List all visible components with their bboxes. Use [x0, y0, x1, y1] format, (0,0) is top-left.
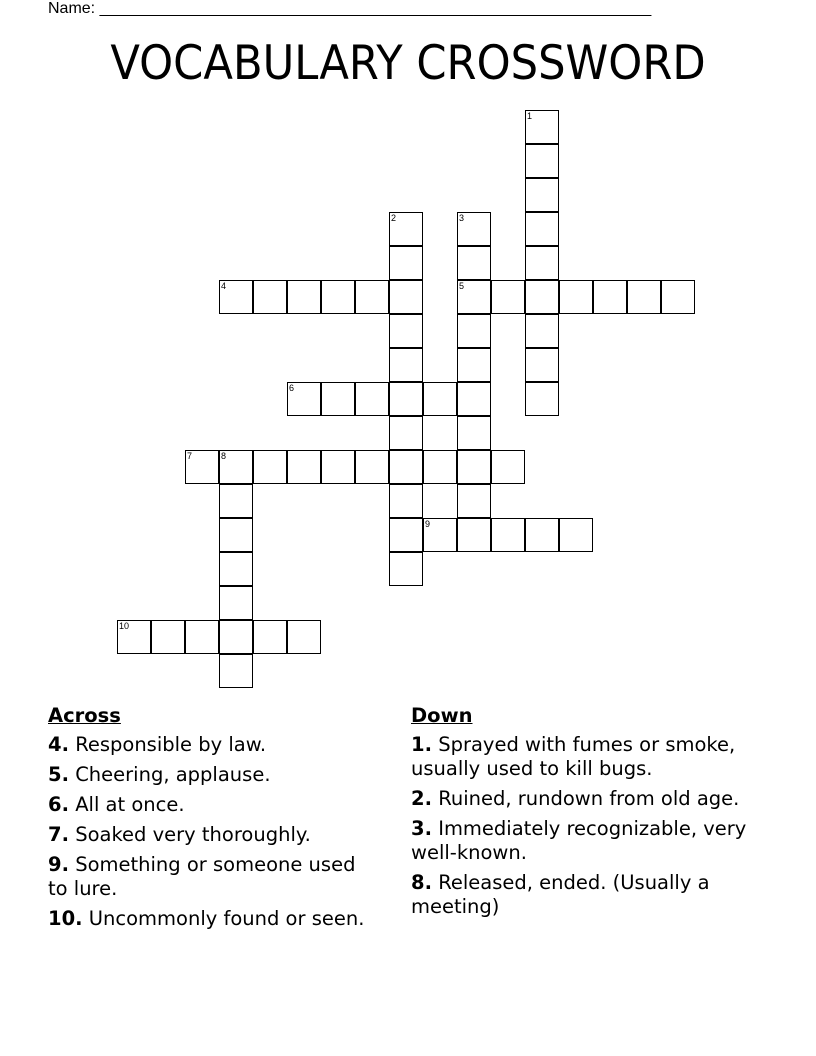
- across-clues: [48, 704, 378, 937]
- grid-cell[interactable]: [219, 484, 253, 518]
- clue-number-label: 6: [289, 383, 295, 393]
- clue-number-label: 3: [459, 213, 465, 223]
- grid-cell[interactable]: [219, 518, 253, 552]
- clue-number: 4.: [48, 733, 69, 756]
- grid-cell[interactable]: [457, 314, 491, 348]
- grid-cell[interactable]: [491, 518, 525, 552]
- clue-text: Sprayed with fumes or smoke, usually used to kill bugs.: [411, 733, 736, 780]
- grid-cell[interactable]: [491, 450, 525, 484]
- grid-cell[interactable]: [389, 484, 423, 518]
- grid-cell[interactable]: [117, 620, 151, 654]
- clue-text: All at once.: [75, 793, 185, 816]
- down-clue: [411, 787, 791, 811]
- grid-cell[interactable]: [525, 212, 559, 246]
- across-clue: [48, 793, 378, 817]
- grid-cell[interactable]: [355, 450, 389, 484]
- grid-cell[interactable]: [593, 280, 627, 314]
- grid-cell[interactable]: [321, 450, 355, 484]
- grid-cell[interactable]: [525, 518, 559, 552]
- grid-cell[interactable]: [389, 518, 423, 552]
- grid-cell[interactable]: [219, 654, 253, 688]
- clue-number: 2.: [411, 787, 432, 810]
- down-clue: [411, 733, 791, 781]
- grid-cell[interactable]: [287, 280, 321, 314]
- clue-number-label: 1: [527, 111, 533, 121]
- grid-cell[interactable]: [389, 348, 423, 382]
- grid-cell[interactable]: [389, 382, 423, 416]
- grid-cell[interactable]: [457, 450, 491, 484]
- grid-cell[interactable]: [559, 280, 593, 314]
- clue-number-label: 7: [187, 451, 193, 461]
- grid-cell[interactable]: [423, 518, 457, 552]
- clue-number: 10.: [48, 907, 83, 930]
- grid-cell[interactable]: [321, 280, 355, 314]
- grid-cell[interactable]: [525, 246, 559, 280]
- grid-cell[interactable]: [525, 280, 559, 314]
- grid-cell[interactable]: [525, 178, 559, 212]
- grid-cell[interactable]: [355, 280, 389, 314]
- grid-cell[interactable]: [559, 518, 593, 552]
- grid-cell[interactable]: [457, 212, 491, 246]
- clue-text: Responsible by law.: [75, 733, 267, 756]
- grid-cell[interactable]: [525, 382, 559, 416]
- clue-number: 7.: [48, 823, 69, 846]
- down-heading: Down: [411, 704, 473, 727]
- clue-text: Released, ended. (Usually a meeting): [411, 871, 710, 918]
- clue-number-label: 5: [459, 281, 465, 291]
- down-clues: [411, 704, 791, 925]
- down-clue: [411, 871, 791, 919]
- clue-number-label: 8: [221, 451, 227, 461]
- clue-number: 3.: [411, 817, 432, 840]
- clue-number-label: 10: [119, 621, 130, 631]
- grid-cell[interactable]: [321, 382, 355, 416]
- grid-cell[interactable]: [389, 280, 423, 314]
- grid-cell[interactable]: [491, 280, 525, 314]
- grid-cell[interactable]: [525, 110, 559, 144]
- clue-text: Cheering, applause.: [75, 763, 271, 786]
- grid-cell[interactable]: [457, 416, 491, 450]
- across-clue: [48, 853, 378, 901]
- grid-cell[interactable]: [457, 246, 491, 280]
- grid-cell[interactable]: [287, 620, 321, 654]
- clue-number: 6.: [48, 793, 69, 816]
- grid-cell[interactable]: [287, 450, 321, 484]
- grid-cell[interactable]: [661, 280, 695, 314]
- grid-cell[interactable]: [457, 280, 491, 314]
- clue-text: Ruined, rundown from old age.: [438, 787, 740, 810]
- grid-cell[interactable]: [219, 552, 253, 586]
- grid-cell[interactable]: [525, 314, 559, 348]
- clue-text: Immediately recognizable, very well-known.: [411, 817, 747, 864]
- clue-number-label: 4: [221, 281, 227, 291]
- down-clue: [411, 817, 791, 865]
- grid-cell[interactable]: [627, 280, 661, 314]
- clue-text: Soaked very thoroughly.: [75, 823, 311, 846]
- grid-cell[interactable]: [287, 382, 321, 416]
- grid-cell[interactable]: [389, 314, 423, 348]
- clue-number: 5.: [48, 763, 69, 786]
- grid-cell[interactable]: [389, 552, 423, 586]
- clue-number: 8.: [411, 871, 432, 894]
- across-clue: [48, 733, 378, 757]
- clue-number-label: 9: [425, 519, 431, 529]
- grid-cell[interactable]: [389, 246, 423, 280]
- grid-cell[interactable]: [457, 348, 491, 382]
- clue-number: 1.: [411, 733, 432, 756]
- grid-cell[interactable]: [423, 450, 457, 484]
- clue-number: 9.: [48, 853, 69, 876]
- grid-cell[interactable]: [457, 518, 491, 552]
- grid-cell[interactable]: [151, 620, 185, 654]
- grid-cell[interactable]: [389, 450, 423, 484]
- grid-cell[interactable]: [219, 450, 253, 484]
- grid-cell[interactable]: [185, 450, 219, 484]
- across-heading: Across: [48, 704, 121, 727]
- across-clue: [48, 907, 378, 931]
- grid-cell[interactable]: [389, 212, 423, 246]
- name-label: Name:: [48, 0, 100, 17]
- grid-cell[interactable]: [219, 280, 253, 314]
- page-title: VOCABULARY CROSSWORD: [110, 36, 706, 91]
- grid-cell[interactable]: [457, 484, 491, 518]
- clue-number-label: 2: [391, 213, 397, 223]
- grid-cell[interactable]: [389, 416, 423, 450]
- grid-cell[interactable]: [355, 382, 389, 416]
- grid-cell[interactable]: [253, 280, 287, 314]
- clue-text: Something or someone used to lure.: [48, 853, 356, 900]
- grid-cell[interactable]: [219, 586, 253, 620]
- grid-cell[interactable]: [253, 620, 287, 654]
- grid-cell[interactable]: [457, 382, 491, 416]
- clue-text: Uncommonly found or seen.: [88, 907, 365, 930]
- grid-cell[interactable]: [253, 450, 287, 484]
- grid-cell[interactable]: [185, 620, 219, 654]
- across-clue: [48, 763, 378, 787]
- name-blank[interactable]: ______________________________________________________________: [99, 0, 652, 17]
- grid-cell[interactable]: [525, 144, 559, 178]
- grid-cell[interactable]: [219, 620, 253, 654]
- grid-cell[interactable]: [525, 348, 559, 382]
- across-clue: [48, 823, 378, 847]
- grid-cell[interactable]: [423, 382, 457, 416]
